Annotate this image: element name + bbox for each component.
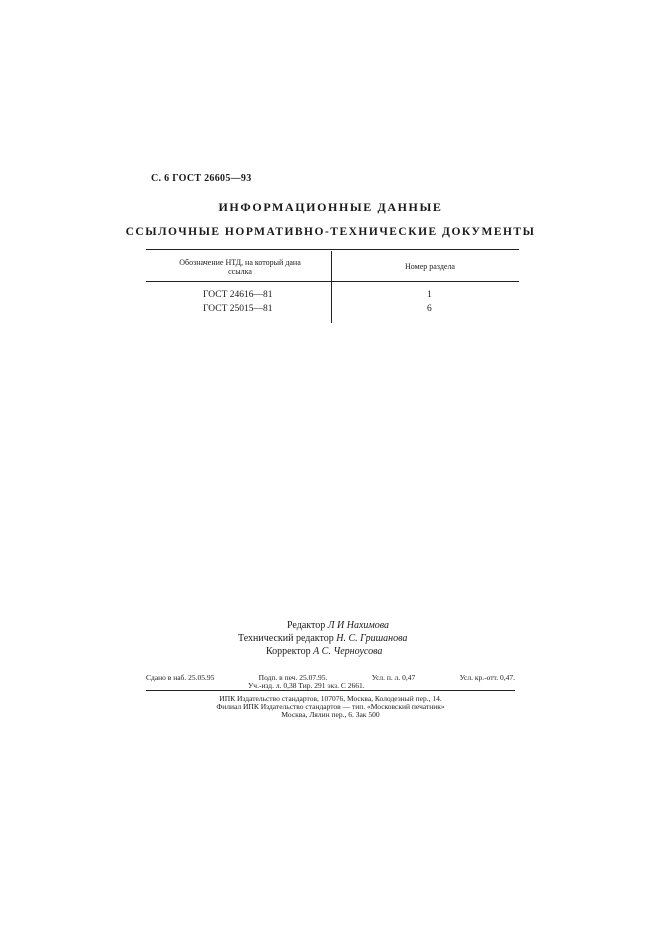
imprint-color-prints: Усл. кр.-отт. 0,47.	[459, 673, 515, 682]
imprint-submitted: Сдано в наб. 25.05.95	[146, 673, 215, 682]
corrector-credit	[266, 646, 382, 657]
corrector-label: Корректор	[266, 646, 311, 657]
publisher-line-1: ИПК Издательство стандартов, 107076, Москва, Колодезный пер., 14.	[219, 694, 442, 703]
table-header-rule	[146, 281, 519, 282]
imprint-sheets: Усл. п. л. 0,47	[371, 673, 416, 682]
table-cell-document: ГОСТ 24616—81	[203, 290, 273, 300]
imprint-signed: Подп. в печ. 25.07.95.	[258, 673, 328, 682]
info-data-title: ИНФОРМАЦИОННЫЕ ДАННЫЕ	[218, 200, 443, 214]
editor-name: Л И Нахимова	[327, 620, 390, 631]
page-header: С. 6 ГОСТ 26605—93	[151, 173, 252, 184]
reference-documents-title: ССЫЛОЧНЫЕ НОРМАТИВНО-ТЕХНИЧЕСКИЕ ДОКУМЕНТЫ	[125, 226, 536, 238]
table-cell-document: ГОСТ 25015—81	[203, 304, 273, 314]
tech-editor-name: Н. С. Гришанова	[336, 633, 408, 644]
column-header-section: Номер раздела	[405, 262, 455, 271]
imprint-line-2: Уч.-изд. л. 0,38 Тир. 291 экз. С 2661.	[248, 681, 365, 690]
editor-credit	[287, 620, 389, 631]
tech-editor-label: Технический редактор	[238, 633, 334, 644]
corrector-name: А С. Черноусова	[313, 646, 383, 657]
publisher-line-2: Филиал ИПК Издательство стандартов — тип. «Московский печатник»	[216, 702, 445, 711]
table-cell-section: 6	[427, 304, 432, 314]
editor-label: Редактор	[287, 620, 326, 631]
column-header-document: Обозначение НТД, на который дана ссылка	[179, 258, 301, 276]
table-top-rule	[146, 249, 519, 250]
table-column-divider	[331, 251, 332, 323]
publisher-line-3: Москва, Лялин пер., 6. Зак 500	[281, 710, 380, 719]
table-cell-section: 1	[427, 290, 432, 300]
imprint-rule	[146, 690, 515, 691]
tech-editor-credit	[238, 633, 407, 644]
